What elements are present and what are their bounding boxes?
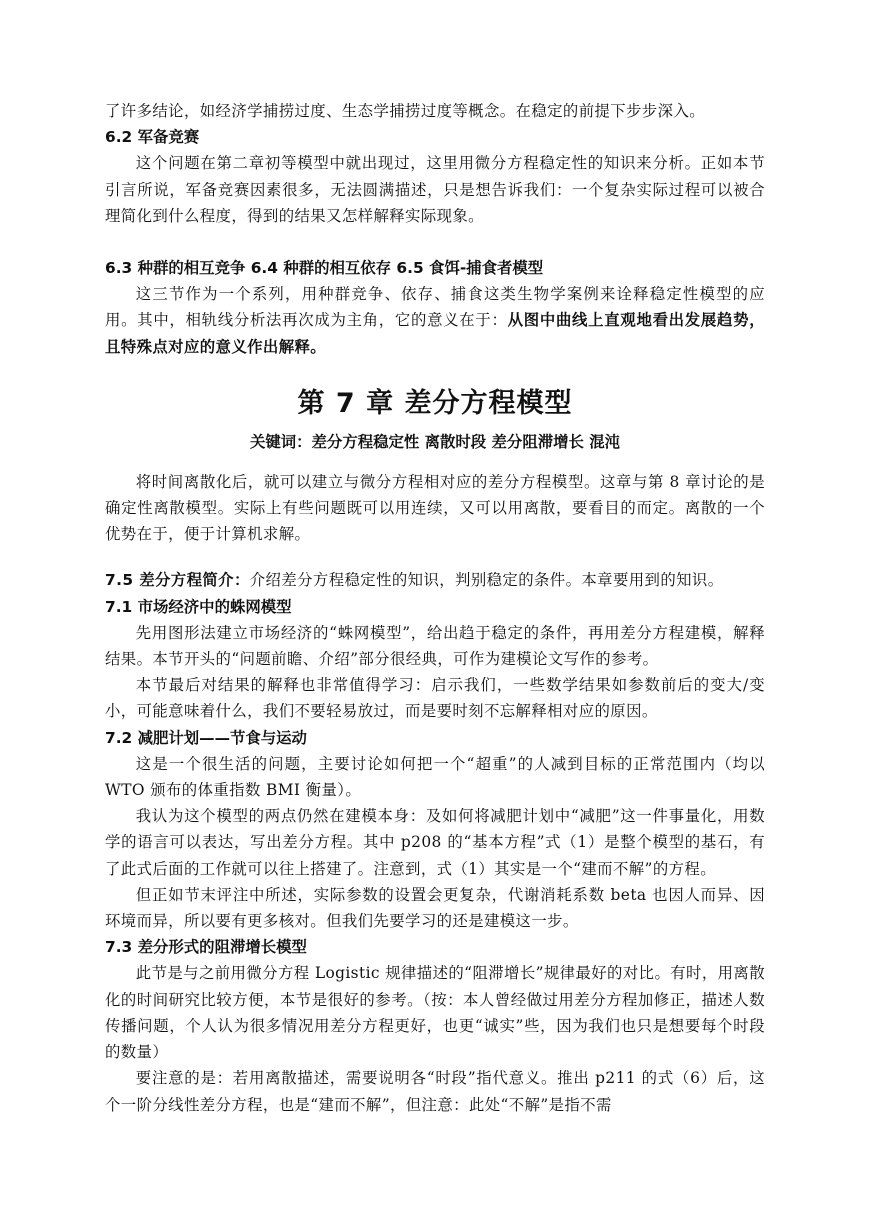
section-7-2-para-1: 这是一个很生活的问题，主要讨论如何把一个“超重”的人减到目标的正常范围内（均以 WTO 颁布的体重指数 BMI 衡量）。 [105, 754, 765, 800]
section-7-1-title: 7.1 市场经济中的蛛网模型 [105, 597, 292, 616]
section-6-2-title: 6.2 军备竞赛 [105, 128, 200, 147]
section-6-2-body: 这个问题在第二章初等模型中就出现过，这里用微分方程稳定性的知识来分析。正如本节引言所说，军备竞赛因素很多，无法圆满描述，只是想告诉我们：一个复杂实际过程可以被合理简化到什么程度，得到的结果又怎样解释实际现象。 [105, 154, 765, 225]
section-7-3-para-1: 此节是与之前用微分方程 Logistic 规律描述的“阻滞增长”规律最好的对比。有时，用离散化的时间研究比较方便，本节是很好的参考。（按：本人曾经做过用差分方程加修正，描述人数传播问题，个人认为很多情况用差分方程更好，也更“诚实”些，因为我们也只是想要每个时段的数量） [105, 964, 765, 1062]
section-7-2-para-3: 但正如节末评注中所述，实际参数的设置会更复杂，代谢消耗系数 beta 也因人而异、因环境而异，所以要有更多核对。但我们先要学习的还是建模这一步。 [105, 885, 765, 931]
section-7-2-title: 7.2 减肥计划——节食与运动 [105, 728, 307, 747]
section-6-3-body-plain: 这三节作为一个系列，用种群竞争、依存、捕食这类生物学案例来诠释稳定性模型的应用。其中，相轨线分析法再次成为主角，它的意义在于： [105, 285, 765, 330]
chapter-intro: 将时间离散化后，就可以建立与微分方程相对应的差分方程模型。这章与第 8 章讨论的是确定性离散模型。实际上有些问题既可以用连续，又可以用离散，要看目的而定。离散的一个优势在于，便于计算机求解。 [105, 472, 765, 544]
section-6-3-body-emphasis: 从图中曲线上直观地看出发展趋势，且特殊点对应的意义作出解释。 [105, 311, 765, 356]
section-7-5-summary [105, 567, 765, 593]
section-6-3-body [105, 281, 765, 360]
section-7-1-para-1: 先用图形法建立市场经济的“蛛网模型”，给出趋于稳定的条件，再用差分方程建模，解释结果。本节开头的“问题前瞻、介绍”部分很经典，可作为建模论文写作的参考。 [105, 623, 765, 669]
section-6-3-title: 6.3 种群的相互竞争 6.4 种群的相互依存 6.5 食饵-捕食者模型 [105, 259, 544, 278]
section-7-1-para-2: 本节最后对结果的解释也非常值得学习：启示我们，一些数学结果如参数前后的变大/变小，可能意味着什么，我们不要轻易放过，而是要时刻不忘解释相对应的原因。 [105, 676, 765, 721]
spacer [105, 229, 765, 255]
section-7-3-title: 7.3 差分形式的阻滞增长模型 [105, 938, 307, 957]
document-page [105, 98, 765, 1118]
top-paragraph: 了许多结论，如经济学捕捞过度、生态学捕捞过度等概念。在稳定的前提下步步深入。 [105, 102, 706, 120]
chapter-keywords: 关键词：差分方程稳定性 离散时段 差分阻滞增长 混沌 [249, 432, 621, 451]
section-7-5-lead: 7.5 差分方程简介： [105, 571, 250, 590]
section-7-3-para-2: 要注意的是：若用离散描述，需要说明各“时段”指代意义。推出 p211 的式（6）后，这个一阶分线性差分方程，也是“建而不解”，但注意：此处“不解”是指不需 [105, 1069, 765, 1114]
spacer [105, 455, 765, 469]
section-7-5-body: 介绍差分方程稳定性的知识，判别稳定的条件。本章要用到的知识。 [249, 571, 724, 590]
chapter-title: 第 7 章 差分方程模型 [297, 387, 573, 419]
section-7-2-para-2: 我认为这个模型的两点仍然在建模本身：及如何将减肥计划中“减肥”这一件事量化，用数学的语言可以表达，写出差分方程。其中 p208 的“基本方程”式（1）是整个模型的基石，有了此式后面的工作就可以往上搭建了。注意到，式（1）其实是一个“建而不解”的方程。 [105, 807, 765, 878]
spacer [105, 547, 765, 567]
